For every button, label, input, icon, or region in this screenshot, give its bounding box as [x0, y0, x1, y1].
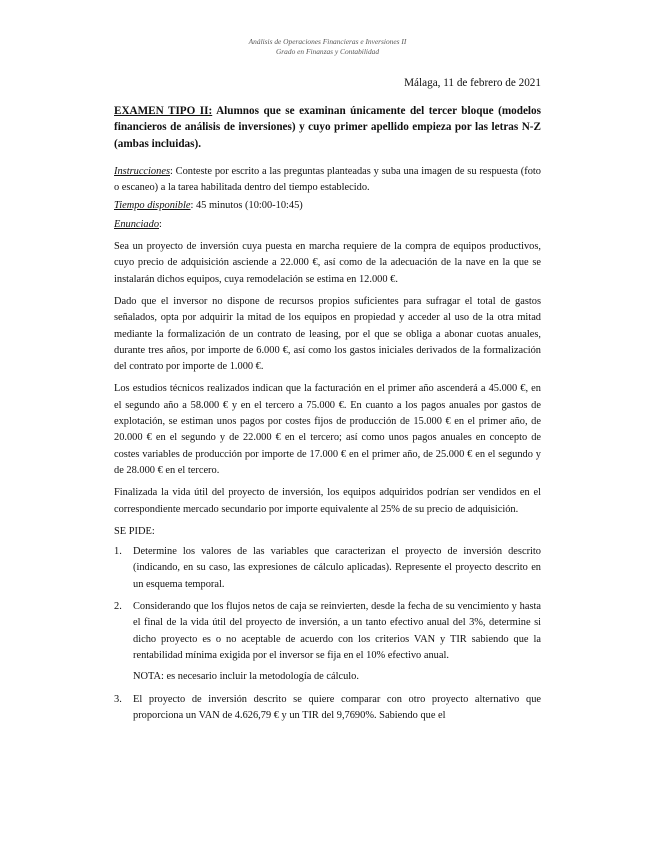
time-paragraph [114, 198, 541, 214]
time-text: : 45 minutos (10:00-10:45) [190, 200, 303, 212]
header-line-1: Análisis de Operaciones Financieras e Inversiones II [248, 37, 407, 46]
question-text: Considerando que los flujos netos de caja se reinvierten, desde la fecha de su vencimiento y hasta el final de la vida útil del proyecto de inversión, a un tanto efectivo anual del 3%, determine si dicho proyecto es o no aceptable de acuerdo con los criterios VAN y TIR sabiendo que la rentabilidad mínima exigida por el inversor se fija en el 10% efectivo anual. [133, 601, 541, 661]
se-pide-heading: SE PIDE: [114, 525, 155, 537]
instructions-text: : Conteste por escrito a las preguntas planteadas y suba una imagen de su respuesta (foto o escaneo) a la tarea habilitada dentro del tiempo establecido. [114, 165, 541, 194]
header-line-2: Grado en Finanzas y Contabilidad [275, 47, 380, 56]
question-item [114, 599, 541, 664]
instructions-paragraph [114, 164, 541, 197]
question-text: Determine los valores de las variables que caracterizan el proyecto de inversión descrito (indicando, en su caso, las expresiones de cálculo aplicadas). Represente el proyecto descrito en un esquema temporal. [133, 546, 541, 590]
question-text: El proyecto de inversión descrito se quiere comparar con otro proyecto alternativo que proporciona un VAN de 4.626,79 € y un TIR del 9,7690%. Sabiendo que el [133, 693, 541, 721]
statement-label: Enunciado [114, 218, 160, 230]
question-item [114, 692, 541, 725]
methodology-note: NOTA: es necesario incluir la metodología de cálculo. [133, 671, 359, 683]
date-line: Málaga, 11 de febrero de 2021 [404, 77, 541, 89]
statement-heading [114, 217, 541, 233]
paragraph-3: Los estudios técnicos realizados indican que la facturación en el primer año ascenderá a 45.000 €, en el segundo año a 58.000 € y en el tercero a 75.000 €. En cuanto a los pagos anuales por gastos de explotación, se estiman unos pagos por costes fijos de producción de 15.000 € en el primer año, de 20.000 € en el segundo y de 22.000 € en el tercero; así como unos pagos anuales en concepto de costes variables de producción por importe de 17.000 € en el primer año, de 25.000 € en el segundo y de 28.000 € en el tercero. [114, 383, 541, 476]
exam-title [114, 103, 541, 152]
paragraph-1: Sea un proyecto de inversión cuya puesta en marcha requiere de la compra de equipos productivos, cuyo precio de adquisición asciende a 22.000 €, así como de la adecuación de la nave en la que se instalarán dichos equipos, cuya remodelación se estima en 12.000 €. [114, 241, 541, 285]
questions-list-continued [114, 692, 541, 725]
questions-list [114, 544, 541, 664]
question-number: 2. [114, 601, 122, 613]
time-label: Tiempo disponible [114, 200, 191, 212]
paragraph-2: Dado que el inversor no dispone de recursos propios suficientes para sufragar el total de gastos señalados, opta por adquirir la mitad de los equipos en propiedad y acceder al uso de la otra mitad mediante la formalización de un contrato de leasing, por el que se obliga a abonar cuotas anuales, durante tres años, por importe de 6.000 €, así como los gastos iniciales derivados de la formalización del contrato por importe de 1.000 €. [114, 295, 541, 373]
exam-title-label: EXAMEN TIPO II: [114, 105, 213, 117]
paragraph-4: Finalizada la vida útil del proyecto de inversión, los equipos adquiridos podrían ser vendidos en el correspondiente mercado secundario por importe equivalente al 25% de su precio de adquisición. [114, 487, 541, 515]
question-number: 3. [114, 693, 122, 705]
question-item [114, 544, 541, 593]
statement-colon: : [159, 218, 162, 230]
exam-title-text: Alumnos que se examinan únicamente del tercer bloque (modelos financieros de análisis de inversiones) y cuyo primer apellido empieza por las letras N-Z (ambas incluidas). [114, 105, 541, 150]
instructions-label: Instrucciones [114, 165, 170, 177]
question-number: 1. [114, 546, 122, 558]
